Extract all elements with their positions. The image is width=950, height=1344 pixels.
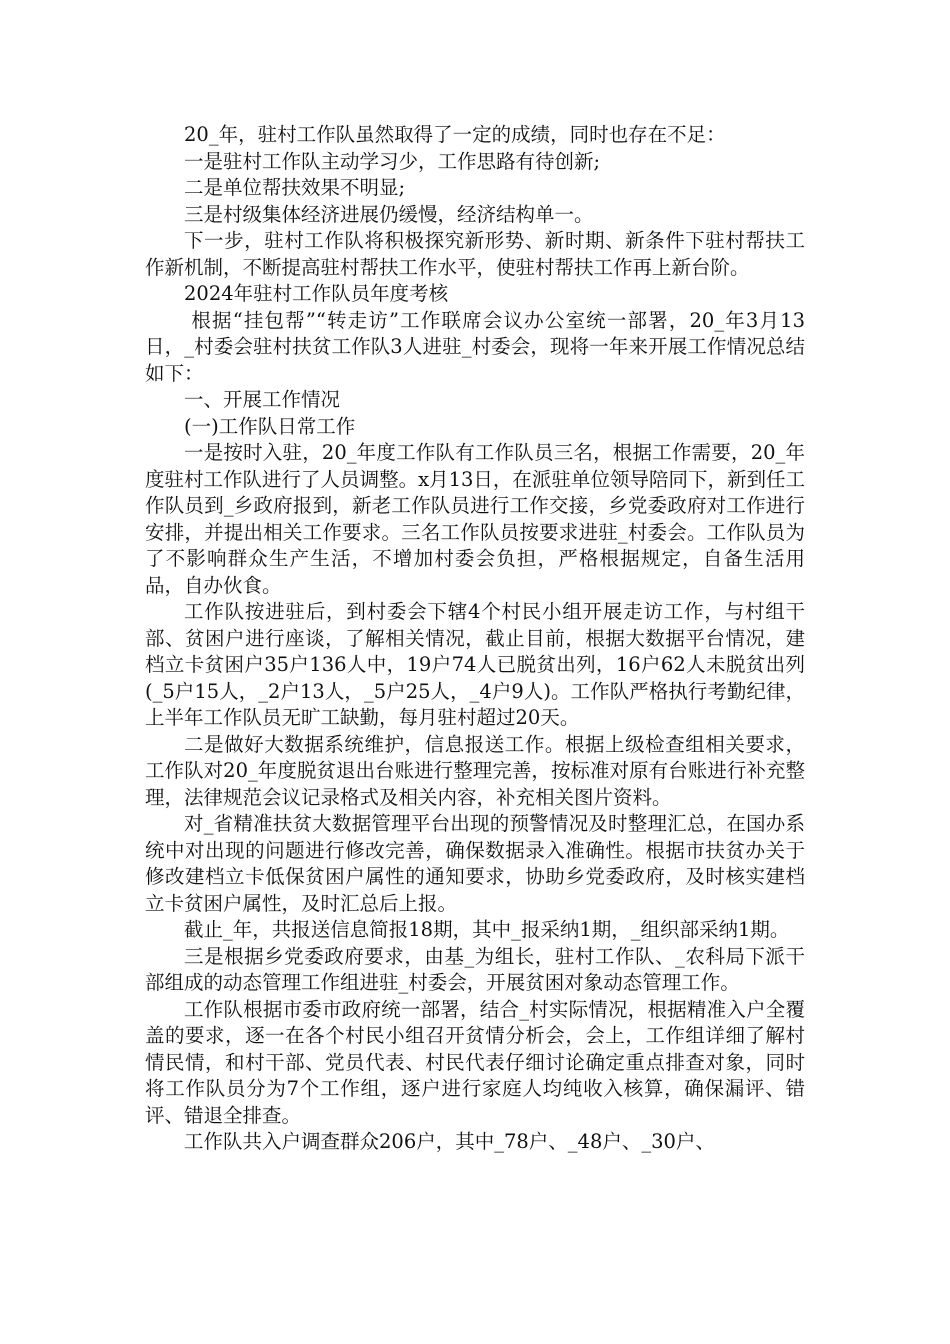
document-body — [145, 122, 805, 1156]
paragraph: 工作队按进驻后，到村委会下辖4个村民小组开展走访工作，与村组干部、贫困户进行座谈，了解相关情况，截止目前，根据大数据平台情况，建档立卡贫困户35户136人中，19户74人已脱贫出列，16户62人未脱贫出列(_5户15人，_2户13人，_5户25人，_4户9人)。工作队严格执行考勤纪律，上半年工作队员无旷工缺勤，每月驻村超过20天。 — [145, 600, 805, 729]
paragraph: 二是做好大数据系统维护，信息报送工作。根据上级检查组相关要求，工作队对20_年度脱贫退出台账进行整理完善，按标准对原有台账进行补充整理，法律规范会议记录格式及相关内容，补充相关图片资料。 — [145, 732, 805, 809]
paragraph: 根据“挂包帮”“转走访”工作联席会议办公室统一部署，20_年3月13日，_村委会驻村扶贫工作队3人进驻_村委会，现将一年来开展工作情况总结如下： — [145, 308, 805, 385]
paragraph: 三是村级集体经济进展仍缓慢，经济结构单一。 — [184, 202, 594, 226]
paragraph: 下一步，驻村工作队将积极探究新形势、新时期、新条件下驻村帮扶工作新机制，不断提高驻村帮扶工作水平，使驻村帮扶工作再上新台阶。 — [145, 229, 805, 279]
paragraph: 截止_年，共报送信息简报18期，其中_报采纳1期，_组织部采纳1期。 — [184, 918, 790, 941]
paragraph: 一是驻村工作队主动学习少，工作思路有待创新; — [184, 149, 601, 173]
paragraph: 对_省精准扶贫大数据管理平台出现的预警情况及时整理汇总，在国办系统中对出现的问题进行修改完善，确保数据录入准确性。根据市扶贫办关于修改建档立卡低保贫困户属性的通知要求，协助乡党委政府，及时核实建档立卡贫困户属性，及时汇总后上报。 — [145, 812, 805, 915]
subsection-heading: (一)工作队日常工作 — [184, 414, 356, 438]
section-title: 2024年驻村工作队员年度考核 — [184, 282, 449, 305]
paragraph: 工作队根据市委市政府统一部署，结合_村实际情况，根据精准入户全覆盖的要求，逐一在各个村民小组召开贫情分析会，会上，工作组详细了解村情民情，和村干部、党员代表、村民代表仔细讨论确定重点排查对象，同时将工作队员分为7个工作组，逐户进行家庭人均纯收入核算，确保漏评、错评、错退全排查。 — [145, 997, 805, 1127]
paragraph: 二是单位帮扶效果不明显; — [184, 176, 406, 199]
section-heading: 一、开展工作情况 — [184, 388, 341, 411]
paragraph: 一是按时入驻，20_年度工作队有工作队员三名，根据工作需要，20_年度驻村工作队进行了人员调整。x月13日，在派驻单位领导陪同下，新到任工作队员到_乡政府报到，新老工作队员进行工作交接，乡党委政府对工作进行安排，并提出相关工作要求。三名工作队员按要求进驻_村委会。工作队员为了不影响群众生产生活，不增加村委会负担，严格根据规定，自备生活用品，自办伙食。 — [145, 441, 805, 597]
paragraph: 20_年，驻村工作队虽然取得了一定的成绩，同时也存在不足： — [184, 123, 726, 146]
paragraph: 工作队共入户调查群众206户，其中_78户、_48户、_30户、 — [184, 1130, 715, 1153]
paragraph: 三是根据乡党委政府要求，由基_为组长，驻村工作队、_农科局下派干部组成的动态管理工作组进驻_村委会，开展贫困对象动态管理工作。 — [145, 944, 805, 994]
